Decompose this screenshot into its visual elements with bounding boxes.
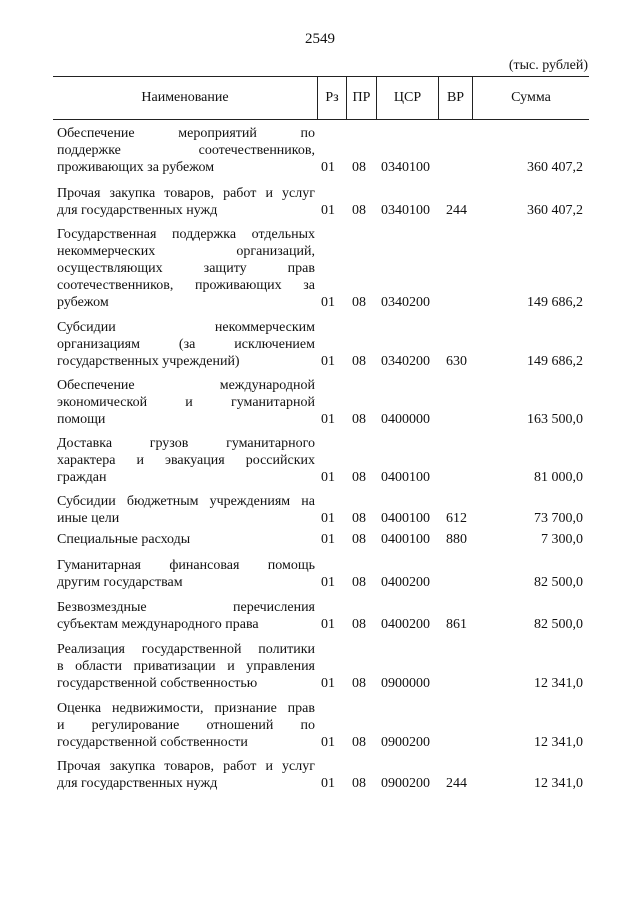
row-sum: 7 300,0 xyxy=(541,532,583,547)
row-pr: 08 xyxy=(352,354,366,369)
row-name xyxy=(57,599,315,633)
row-csr: 0340200 xyxy=(381,295,430,310)
header-vr: ВР xyxy=(438,77,472,119)
table-row xyxy=(53,493,589,527)
row-name-line: государственных учреждений) xyxy=(57,354,240,369)
row-rz: 01 xyxy=(321,511,335,526)
row-name-line: характера и эвакуация российских xyxy=(57,453,315,468)
row-name-line: осуществляющих защиту прав xyxy=(57,261,315,276)
row-name-line: субъектам международного права xyxy=(57,617,259,632)
row-rz: 01 xyxy=(321,532,335,547)
row-pr: 08 xyxy=(352,470,366,485)
row-csr: 0400000 xyxy=(381,412,430,427)
row-name-line: в области приватизации и управления xyxy=(57,659,315,674)
row-sum: 163 500,0 xyxy=(527,412,583,427)
row-name xyxy=(57,185,315,219)
row-name-line: для государственных нужд xyxy=(57,776,218,791)
row-name-line: Гуманитарная финансовая помощь xyxy=(57,558,315,573)
table-row xyxy=(53,377,589,428)
row-name-line: экономической и гуманитарной xyxy=(57,395,315,410)
table-row xyxy=(53,700,589,751)
row-name-line: соотечественников, проживающих за xyxy=(57,278,315,293)
table-row xyxy=(53,758,589,792)
table-row xyxy=(53,641,589,692)
row-name xyxy=(57,758,315,792)
table-row xyxy=(53,319,589,370)
row-name-line: Государственная поддержка отдельных xyxy=(57,227,315,242)
row-name-line: и регулирование отношений по xyxy=(57,718,315,733)
row-name xyxy=(57,700,315,751)
row-sum: 12 341,0 xyxy=(534,735,583,750)
row-rz: 01 xyxy=(321,203,335,218)
row-rz: 01 xyxy=(321,295,335,310)
row-name-line: Прочая закупка товаров, работ и услуг xyxy=(57,186,315,201)
row-sum: 360 407,2 xyxy=(527,160,583,175)
row-name-line: Реализация государственной политики xyxy=(57,642,315,657)
row-name-line: граждан xyxy=(57,470,107,485)
row-vr: 244 xyxy=(446,203,467,218)
row-pr: 08 xyxy=(352,532,366,547)
row-pr: 08 xyxy=(352,776,366,791)
row-name-line: организациям (за исключением xyxy=(57,337,315,352)
units-note: (тыс. рублей) xyxy=(508,58,588,73)
row-pr: 08 xyxy=(352,160,366,175)
row-sum: 12 341,0 xyxy=(534,776,583,791)
row-name-line: Обеспечение мероприятий по xyxy=(57,126,315,141)
row-rz: 01 xyxy=(321,735,335,750)
table-row xyxy=(53,226,589,311)
table-row xyxy=(53,599,589,633)
row-name-line: помощи xyxy=(57,412,106,427)
row-sum: 81 000,0 xyxy=(534,470,583,485)
row-name xyxy=(57,125,315,176)
row-csr: 0900200 xyxy=(381,735,430,750)
row-name-line: Субсидии бюджетным учреждениям на xyxy=(57,494,315,509)
header-name: Наименование xyxy=(141,90,229,105)
header-csr: ЦСР xyxy=(376,77,438,119)
row-sum: 73 700,0 xyxy=(534,511,583,526)
row-rz: 01 xyxy=(321,354,335,369)
row-vr: 861 xyxy=(446,617,467,632)
row-name-line: иные цели xyxy=(57,511,120,526)
row-name-line: поддержке соотечественников, xyxy=(57,143,315,158)
row-csr: 0340100 xyxy=(381,203,430,218)
row-vr: 630 xyxy=(446,354,467,369)
page-number: 2549 xyxy=(305,31,335,47)
row-pr: 08 xyxy=(352,575,366,590)
table-header xyxy=(53,76,589,120)
row-rz: 01 xyxy=(321,160,335,175)
row-name xyxy=(57,641,315,692)
row-pr: 08 xyxy=(352,676,366,691)
row-rz: 01 xyxy=(321,470,335,485)
row-name-line: рубежом xyxy=(57,295,109,310)
header-sum: Сумма xyxy=(472,77,589,119)
row-csr: 0400100 xyxy=(381,470,430,485)
row-name-line: Доставка грузов гуманитарного xyxy=(57,436,315,451)
row-rz: 01 xyxy=(321,676,335,691)
row-vr: 612 xyxy=(446,511,467,526)
row-name xyxy=(57,493,315,527)
row-name-line: для государственных нужд xyxy=(57,203,218,218)
row-name-line: проживающих за рубежом xyxy=(57,160,215,175)
row-sum: 149 686,2 xyxy=(527,295,583,310)
row-pr: 08 xyxy=(352,735,366,750)
row-csr: 0340100 xyxy=(381,160,430,175)
row-name-line: государственной собственностью xyxy=(57,676,258,691)
table-row xyxy=(53,185,589,219)
row-rz: 01 xyxy=(321,617,335,632)
row-pr: 08 xyxy=(352,295,366,310)
row-name xyxy=(57,226,315,311)
row-csr: 0400100 xyxy=(381,511,430,526)
header-rz: Рз xyxy=(317,77,346,119)
header-pr: ПР xyxy=(346,77,376,119)
row-name-line: Субсидии некоммерческим xyxy=(57,320,315,335)
row-name-line: Специальные расходы xyxy=(57,532,191,547)
row-name xyxy=(57,319,315,370)
row-name xyxy=(57,377,315,428)
row-pr: 08 xyxy=(352,203,366,218)
row-name-line: Безвозмездные перечисления xyxy=(57,600,315,615)
row-name xyxy=(57,557,315,591)
row-csr: 0900000 xyxy=(381,676,430,691)
row-sum: 12 341,0 xyxy=(534,676,583,691)
row-rz: 01 xyxy=(321,776,335,791)
row-csr: 0340200 xyxy=(381,354,430,369)
row-rz: 01 xyxy=(321,575,335,590)
row-sum: 360 407,2 xyxy=(527,203,583,218)
row-vr: 244 xyxy=(446,776,467,791)
row-rz: 01 xyxy=(321,412,335,427)
row-pr: 08 xyxy=(352,617,366,632)
table-row xyxy=(53,435,589,486)
row-sum: 82 500,0 xyxy=(534,617,583,632)
row-sum: 149 686,2 xyxy=(527,354,583,369)
row-pr: 08 xyxy=(352,412,366,427)
table-row xyxy=(53,531,589,548)
row-name-line: Обеспечение международной xyxy=(57,378,315,393)
row-name-line: государственной собственности xyxy=(57,735,248,750)
row-csr: 0900200 xyxy=(381,776,430,791)
table-row xyxy=(53,125,589,176)
row-name-line: другим государствам xyxy=(57,575,183,590)
row-vr: 880 xyxy=(446,532,467,547)
row-name-line: Оценка недвижимости, признание прав xyxy=(57,701,315,716)
row-name xyxy=(57,531,315,548)
row-csr: 0400100 xyxy=(381,532,430,547)
row-name xyxy=(57,435,315,486)
row-name-line: некоммерческих организаций, xyxy=(57,244,315,259)
row-csr: 0400200 xyxy=(381,617,430,632)
row-name-line: Прочая закупка товаров, работ и услуг xyxy=(57,759,315,774)
table-row xyxy=(53,557,589,591)
row-sum: 82 500,0 xyxy=(534,575,583,590)
row-csr: 0400200 xyxy=(381,575,430,590)
row-pr: 08 xyxy=(352,511,366,526)
